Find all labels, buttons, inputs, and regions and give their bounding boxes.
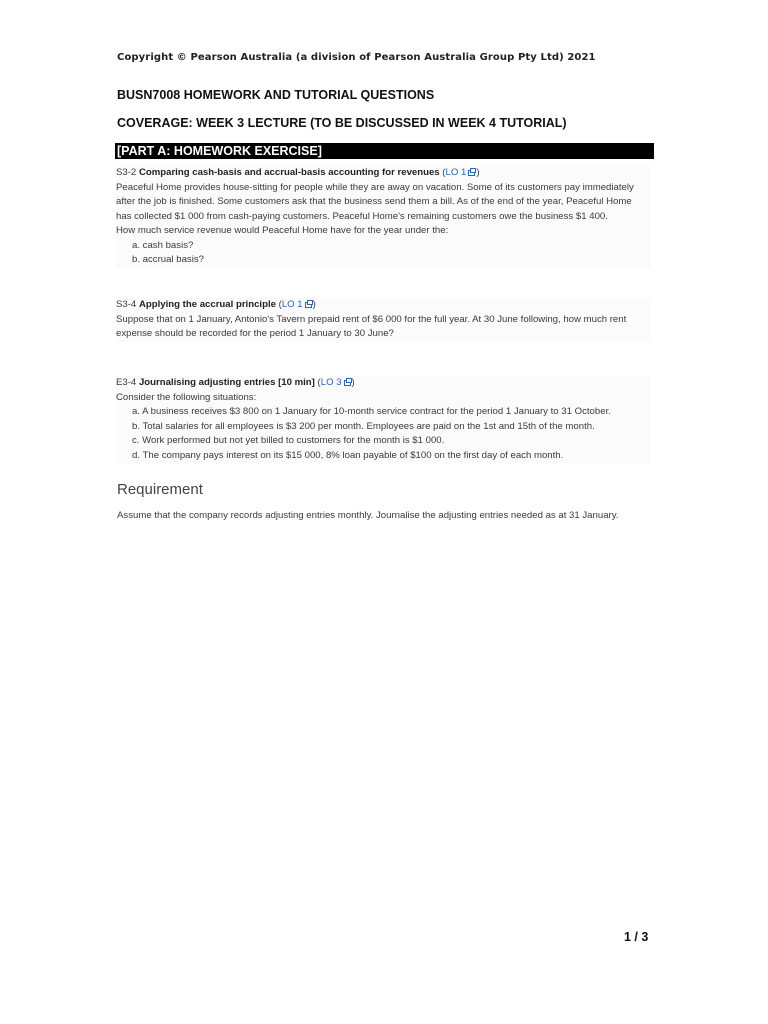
- question-title: Comparing cash-basis and accrual-basis accounting for revenues: [138, 167, 440, 178]
- external-link-icon[interactable]: [305, 302, 312, 308]
- list-item: b. accrual basis?: [132, 254, 204, 265]
- question-line: Consider the following situations:: [116, 391, 257, 403]
- external-link-icon[interactable]: [344, 380, 351, 386]
- learning-objective-link[interactable]: LO 3: [320, 377, 342, 388]
- question-code: S3-2: [116, 167, 137, 178]
- question-line: has collected $1 000 from cash-paying customers. Peaceful Home's remaining customers owe the business $1 400.: [116, 210, 608, 222]
- list-item: b. Total salaries for all employees is $3 200 per month. Employees are paid on the 1st and 15th of the month.: [132, 420, 595, 432]
- requirement-text: Assume that the company records adjusting entries monthly. Journalise the adjusting entries needed as at 31 January.: [117, 510, 619, 521]
- learning-objective-link[interactable]: LO 1: [281, 299, 303, 310]
- list-item: a. cash basis?: [132, 239, 194, 251]
- question-line: Suppose that on 1 January, Antonio's Tavern prepaid rent of $6 000 for the full year. At 30 June following, how much rent: [116, 313, 627, 325]
- question-title: Journalising adjusting entries [10 min]: [138, 377, 315, 388]
- question-items: [116, 239, 651, 268]
- list-item: c. Work performed but not yet billed to customers for the month is $1 000.: [132, 435, 445, 446]
- coverage-line: COVERAGE: WEEK 3 LECTURE (TO BE DISCUSSED IN WEEK 4 TUTORIAL): [117, 116, 567, 130]
- question-line: How much service revenue would Peaceful Home have for the year under the:: [116, 225, 449, 236]
- question-code: E3-4: [116, 377, 137, 388]
- question-e3-4: [116, 376, 651, 463]
- question-heading: S3-4 Applying the accrual principle (LO 1 ): [116, 299, 316, 310]
- list-item: d. The company pays interest on its $15 000, 8% loan payable of $100 on the first day of each month.: [132, 449, 564, 461]
- question-items: [116, 405, 651, 463]
- question-title: Applying the accrual principle: [138, 299, 276, 310]
- question-line: Peaceful Home provides house-sitting for people while they are away on vacation. Some of its customers pay immediately: [116, 181, 634, 193]
- question-line: after the job is finished. Some customers ask that the business send them a bill. As of the end of the year, Peaceful Home: [116, 196, 632, 207]
- page-number: 1 / 3: [624, 930, 649, 944]
- question-heading: E3-4 Journalising adjusting entries [10 min] (LO 3 ): [116, 377, 355, 388]
- question-s3-4: [116, 298, 651, 342]
- document-title: BUSN7008 HOMEWORK AND TUTORIAL QUESTIONS: [117, 88, 435, 102]
- question-code: S3-4: [116, 299, 137, 310]
- copyright-notice: Copyright © Pearson Australia (a division of Pearson Australia Group Pty Ltd) 2021: [117, 52, 596, 63]
- requirement-heading: Requirement: [117, 481, 203, 498]
- learning-objective-link[interactable]: LO 1: [445, 167, 467, 178]
- part-a-heading: [PART A: HOMEWORK EXERCISE]: [115, 143, 654, 159]
- list-item: a. A business receives $3 800 on 1 January for 10-month service contract for the period 1 January to 31 October.: [132, 406, 611, 417]
- question-line: expense should be recorded for the period 1 January to 30 June?: [116, 328, 394, 339]
- question-heading: S3-2 Comparing cash-basis and accrual-basis accounting for revenues (LO 1 ): [116, 167, 480, 178]
- question-s3-2: [116, 166, 651, 268]
- external-link-icon[interactable]: [468, 170, 475, 176]
